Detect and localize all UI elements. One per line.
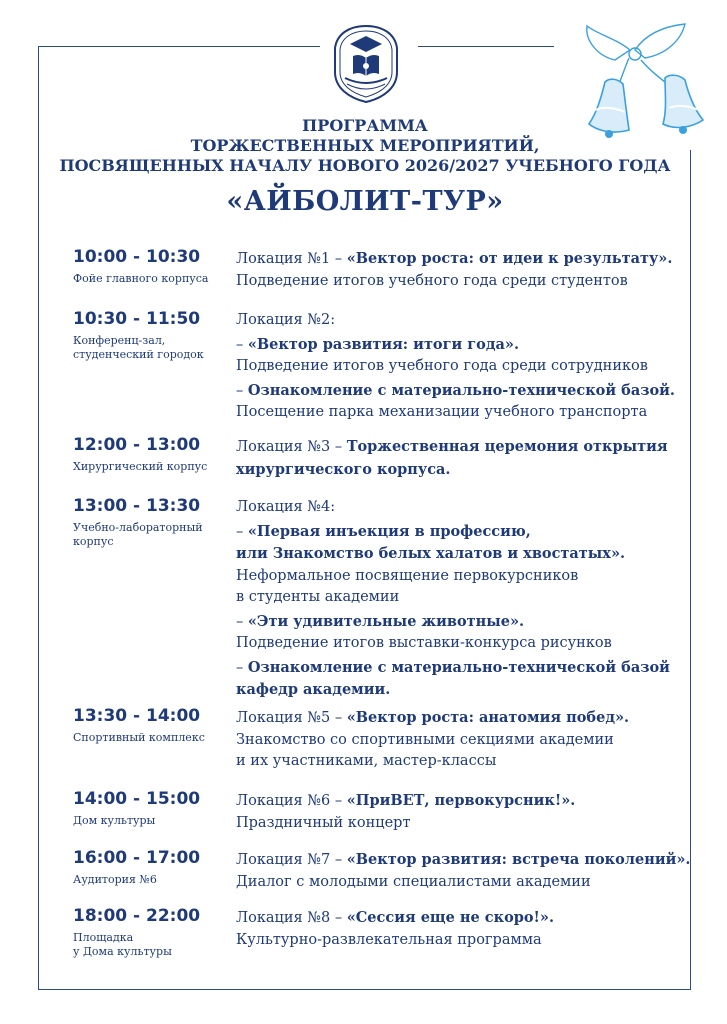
schedule-time: 18:00 - 22:00 [73, 906, 201, 926]
schedule-description: Локация №6 – «ПриВЕТ, первокурсник!». Праздничный концерт [236, 792, 576, 831]
schedule-description: Локация №3 – Торжественная церемония открытия хирургического корпуса. [236, 438, 668, 478]
schedule-time: 13:00 - 13:30 [73, 496, 201, 516]
program-heading-line-2: ТОРЖЕСТВЕННЫХ МЕРОПРИЯТИЙ, [190, 136, 540, 155]
schedule-time: 10:30 - 11:50 [73, 309, 201, 329]
schedule-place: Учебно-лабораторный корпус [73, 521, 203, 548]
frame-bottom-line [38, 989, 691, 990]
schedule-description: Локация №8 – «Сессия еще не скоро!». Культурно-развлекательная программа [236, 909, 555, 948]
schedule-place: Площадка у Дома культуры [73, 931, 172, 958]
event-title: «АЙБОЛИТ-ТУР» [226, 186, 504, 217]
frame-top-left-line [38, 46, 320, 47]
schedule-description: Локация №7 – «Вектор развития: встреча поколений». Диалог с молодыми специалистами академии [236, 851, 691, 890]
academy-emblem-icon [325, 22, 407, 104]
frame-top-right-line [418, 46, 554, 47]
schedule-place: Дом культуры [73, 814, 156, 827]
schedule-place: Спортивный комплекс [73, 731, 205, 744]
program-heading-line-1: ПРОГРАММА [302, 116, 428, 135]
schedule-place: Хирургический корпус [73, 460, 208, 473]
schedule-description: Локация №2: – «Вектор развития: итоги года». Подведение итогов учебного года среди сотрудников – Ознакомление с материально-технической базой. Посещение парка механизации учебного транспорта [236, 312, 675, 420]
schedule-time: 10:00 - 10:30 [73, 247, 201, 267]
schedule-place: Фойе главного корпуса [73, 272, 209, 285]
schedule-description: Локация №5 – «Вектор роста: анатомия побед». Знакомство со спортивными секциями академии и их участниками, мастер-классы [236, 709, 630, 769]
frame-left-line [38, 46, 39, 990]
schedule-description: Локация №1 – «Вектор роста: от идеи к результату». Подведение итогов учебного года среди студентов [236, 250, 673, 289]
schedule-place: Конференц-зал, студенческий городок [73, 334, 204, 361]
schedule-place: Аудитория №6 [73, 873, 157, 886]
schedule-time: 12:00 - 13:00 [73, 435, 201, 455]
schedule-time: 14:00 - 15:00 [73, 789, 201, 809]
program-heading-line-3: ПОСВЯЩЕННЫХ НАЧАЛУ НОВОГО 2026/2027 УЧЕБНОГО ГОДА [59, 156, 671, 175]
schedule-time: 13:30 - 14:00 [73, 706, 201, 726]
schedule-time: 16:00 - 17:00 [73, 848, 201, 868]
schedule-description: Локация №4: – «Первая инъекция в профессию, или Знакомство белых халатов и хвостатых». Неформальное посвящение первокурсников в студенты академии – «Эти удивительные животные». Подведение итогов выставки-конкурса рисунков – Ознакомление с материально-технической базой кафедр академии. [236, 499, 670, 698]
